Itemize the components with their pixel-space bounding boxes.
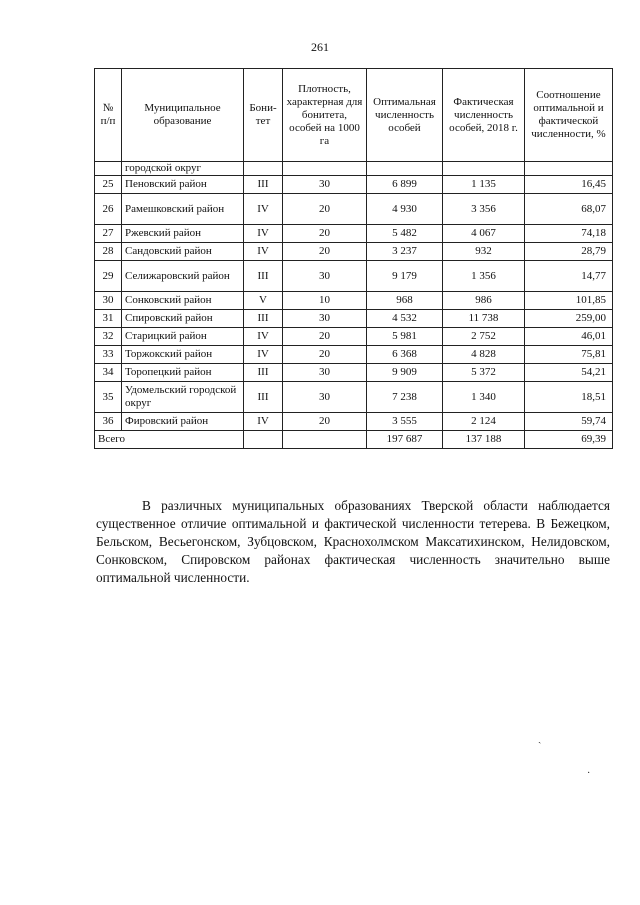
cell-num: 29 — [95, 261, 122, 292]
table-body — [95, 162, 613, 449]
cell-actual: 4 828 — [443, 346, 525, 364]
scan-mark: · — [587, 768, 591, 779]
cell-class: IV — [244, 413, 283, 431]
cell-density: 30 — [283, 382, 367, 413]
cell-density: 30 — [283, 176, 367, 194]
cell-density: 20 — [283, 194, 367, 225]
table-header-row — [95, 69, 613, 162]
cell-density: 20 — [283, 225, 367, 243]
table-row — [95, 413, 613, 431]
header-class: Бони-тет — [244, 69, 283, 162]
cell-optimal: 5 482 — [367, 225, 443, 243]
cell-actual: 1 356 — [443, 261, 525, 292]
cell-actual: 932 — [443, 243, 525, 261]
cell-ratio: 18,51 — [525, 382, 613, 413]
cell-density: 30 — [283, 364, 367, 382]
cell-num: 34 — [95, 364, 122, 382]
cell-class: III — [244, 261, 283, 292]
cell-class: III — [244, 176, 283, 194]
header-municipality: Муниципальное образование — [122, 69, 244, 162]
cell-ratio: 74,18 — [525, 225, 613, 243]
cell-name: Ржевский район — [122, 225, 244, 243]
cell-actual: 986 — [443, 292, 525, 310]
cell-actual: 2 752 — [443, 328, 525, 346]
cell-name: Рамешковский район — [122, 194, 244, 225]
cell-actual: 1 135 — [443, 176, 525, 194]
cell-name: Сандовский район — [122, 243, 244, 261]
header-density: Плотность, характерная для бонитета, особей на 1000 га — [283, 69, 367, 162]
header-actual: Фактическая численность особей, 2018 г. — [443, 69, 525, 162]
body-paragraph: В различных муниципальных образованиях Тверской области наблюдается существенное отличие оптимальной и фактической численности тетерева. В Бежецком, Бельском, Весьегонском, Зубцовском, Краснохолмском Максатихинском, Нелидовском, Сонковском, Спировском районах фактическая численность значительно выше оптимальной численности. — [96, 498, 610, 585]
cell-optimal: 7 238 — [367, 382, 443, 413]
table-row — [95, 194, 613, 225]
header-ratio: Соотношение оптимальной и фактической численности, % — [525, 69, 613, 162]
cell-class: III — [244, 310, 283, 328]
cell-name: Сонковский район — [122, 292, 244, 310]
cell-density: 20 — [283, 413, 367, 431]
cell-optimal: 4 930 — [367, 194, 443, 225]
cell-class: III — [244, 364, 283, 382]
cell-num: 33 — [95, 346, 122, 364]
cell-density: 10 — [283, 292, 367, 310]
cell-class: IV — [244, 225, 283, 243]
table-row — [95, 346, 613, 364]
cell-num: 25 — [95, 176, 122, 194]
cell-actual: 11 738 — [443, 310, 525, 328]
cell-ratio: 54,21 — [525, 364, 613, 382]
cell-class: IV — [244, 328, 283, 346]
cell-optimal: 4 532 — [367, 310, 443, 328]
table-row — [95, 176, 613, 194]
cell-num: 36 — [95, 413, 122, 431]
cell-optimal: 6 899 — [367, 176, 443, 194]
cell-name: Старицкий район — [122, 328, 244, 346]
total-label: Всего — [95, 431, 244, 449]
cell-class: IV — [244, 243, 283, 261]
table-row — [95, 310, 613, 328]
table-row — [95, 243, 613, 261]
cell-num: 35 — [95, 382, 122, 413]
table-row — [95, 292, 613, 310]
cell-num: 28 — [95, 243, 122, 261]
cell-class: V — [244, 292, 283, 310]
cell-class: IV — [244, 346, 283, 364]
cell-ratio: 101,85 — [525, 292, 613, 310]
cell-ratio: 16,45 — [525, 176, 613, 194]
table-row — [95, 328, 613, 346]
table-row — [95, 225, 613, 243]
cell-ratio: 46,01 — [525, 328, 613, 346]
total-ratio: 69,39 — [525, 431, 613, 449]
cell-density: 20 — [283, 328, 367, 346]
cell-name: городской округ — [122, 162, 244, 176]
cell-name: Селижаровский район — [122, 261, 244, 292]
cell-actual: 2 124 — [443, 413, 525, 431]
cell-actual: 1 340 — [443, 382, 525, 413]
cell-optimal: 9 179 — [367, 261, 443, 292]
cell-num: 26 — [95, 194, 122, 225]
cell-class: III — [244, 382, 283, 413]
cell-num: 30 — [95, 292, 122, 310]
cell-optimal: 9 909 — [367, 364, 443, 382]
cell-optimal: 3 555 — [367, 413, 443, 431]
table-total-row — [95, 431, 613, 449]
page-number: 261 — [311, 40, 329, 54]
cell-ratio: 59,74 — [525, 413, 613, 431]
cell-num: 32 — [95, 328, 122, 346]
cell-actual: 4 067 — [443, 225, 525, 243]
cell-density: 30 — [283, 310, 367, 328]
cell-name: Удомельский городской округ — [122, 382, 244, 413]
total-optimal: 197 687 — [367, 431, 443, 449]
header-optimal: Оптимальная численность особей — [367, 69, 443, 162]
cell-ratio: 75,81 — [525, 346, 613, 364]
table-row-continuation — [95, 162, 613, 176]
cell-name: Спировский район — [122, 310, 244, 328]
scan-mark: ˎ — [538, 733, 542, 744]
cell-ratio: 259,00 — [525, 310, 613, 328]
cell-density: 30 — [283, 261, 367, 292]
cell-ratio: 28,79 — [525, 243, 613, 261]
cell-name: Торжокский район — [122, 346, 244, 364]
cell-ratio: 68,07 — [525, 194, 613, 225]
table-row — [95, 261, 613, 292]
cell-num: 27 — [95, 225, 122, 243]
cell-name: Фировский район — [122, 413, 244, 431]
cell-optimal: 3 237 — [367, 243, 443, 261]
cell-actual: 5 372 — [443, 364, 525, 382]
cell-optimal: 5 981 — [367, 328, 443, 346]
cell-optimal: 968 — [367, 292, 443, 310]
cell-class: IV — [244, 194, 283, 225]
cell-density: 20 — [283, 346, 367, 364]
cell-num: 31 — [95, 310, 122, 328]
cell-name: Пеновский район — [122, 176, 244, 194]
cell-density: 20 — [283, 243, 367, 261]
cell-actual: 3 356 — [443, 194, 525, 225]
table-row — [95, 364, 613, 382]
table-row — [95, 382, 613, 413]
cell-ratio: 14,77 — [525, 261, 613, 292]
header-num: № п/п — [95, 69, 122, 162]
cell-optimal: 6 368 — [367, 346, 443, 364]
cell-name: Торопецкий район — [122, 364, 244, 382]
grouse-population-table — [94, 68, 613, 449]
total-actual: 137 188 — [443, 431, 525, 449]
